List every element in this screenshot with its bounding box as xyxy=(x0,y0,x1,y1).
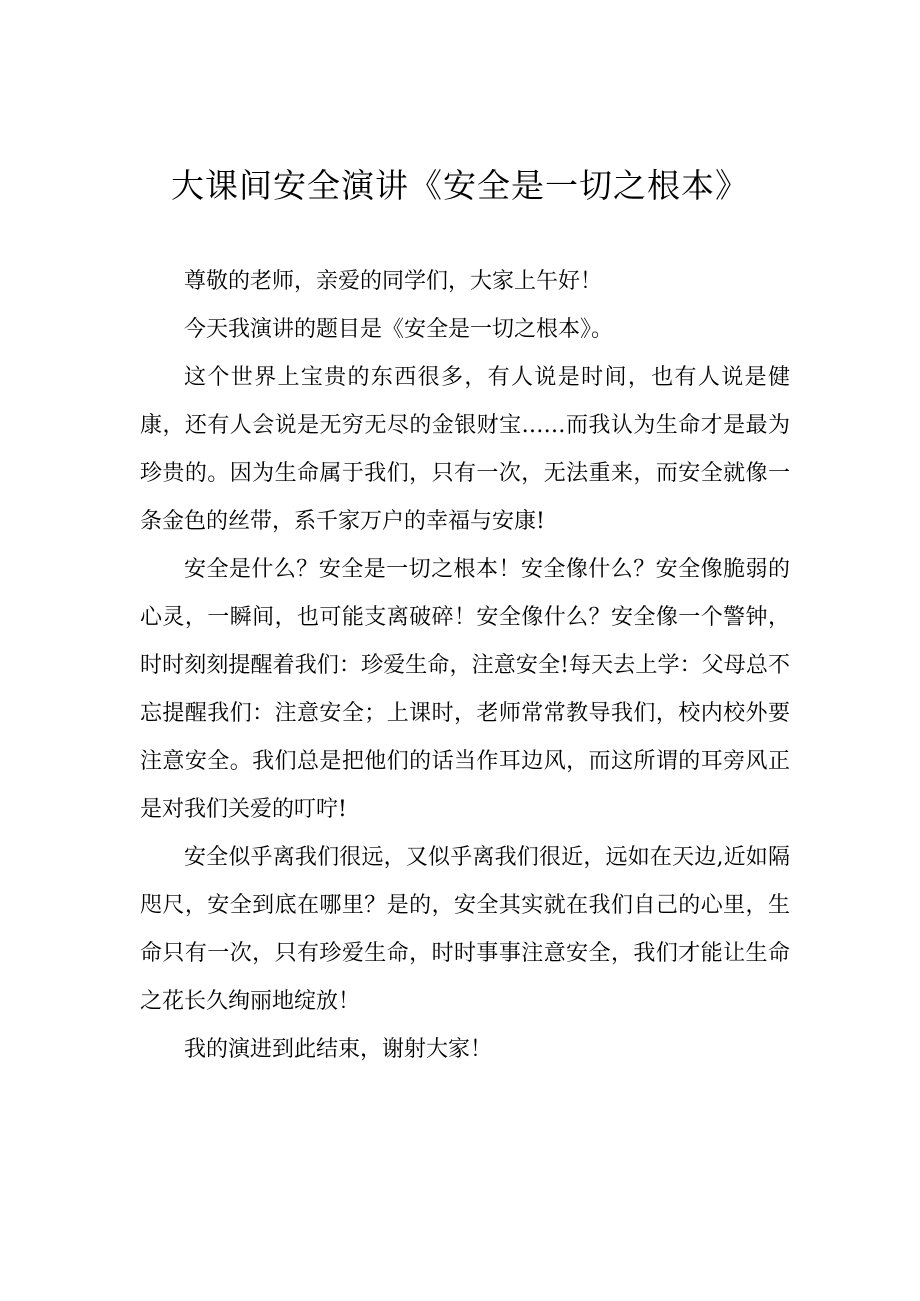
speech-body xyxy=(140,258,790,1074)
page-title: 大课间安全演讲《安全是一切之根本》 xyxy=(171,166,749,205)
paragraph-greeting: 尊敬的老师，亲爱的同学们，大家上午好！ xyxy=(184,269,603,294)
paragraph-value-of-life: 这个世界上宝贵的东西很多，有人说是时间，也有人说是健康，还有人会说是无穷无尽的金银财宝……而我认为生命才是最为珍贵的。因为生命属于我们，只有一次，无法重来，而安全就像一条金色的丝带，系千家万户的幸福与安康! xyxy=(140,365,790,534)
paragraph-topic: 今天我演讲的题目是《安全是一切之根本》。 xyxy=(184,317,614,342)
paragraph-closing: 我的演进到此结束，谢射大家！ xyxy=(184,1037,493,1062)
paragraph-what-is-safety: 安全是什么？安全是一切之根本！安全像什么？安全像脆弱的心灵，一瞬间，也可能支离破碎！安全像什么？安全像一个警钟，时时刻刻提醒着我们：珍爱生命，注意安全!每天去上学：父母总不忘提醒我们：注意安全；上课时，老师常常教导我们，校内校外要注意安全。我们总是把他们的话当作耳边风，而这所谓的耳旁风正是对我们关爱的叮咛! xyxy=(140,557,790,822)
paragraph-where-is-safety: 安全似乎离我们很远，又似乎离我们很近，远如在天边,近如隔咫尺，安全到底在哪里？是的，安全其实就在我们自己的心里，生命只有一次，只有珍爱生命，时时事事注意安全，我们才能让生命之花长久绚丽地绽放！ xyxy=(140,845,790,1014)
